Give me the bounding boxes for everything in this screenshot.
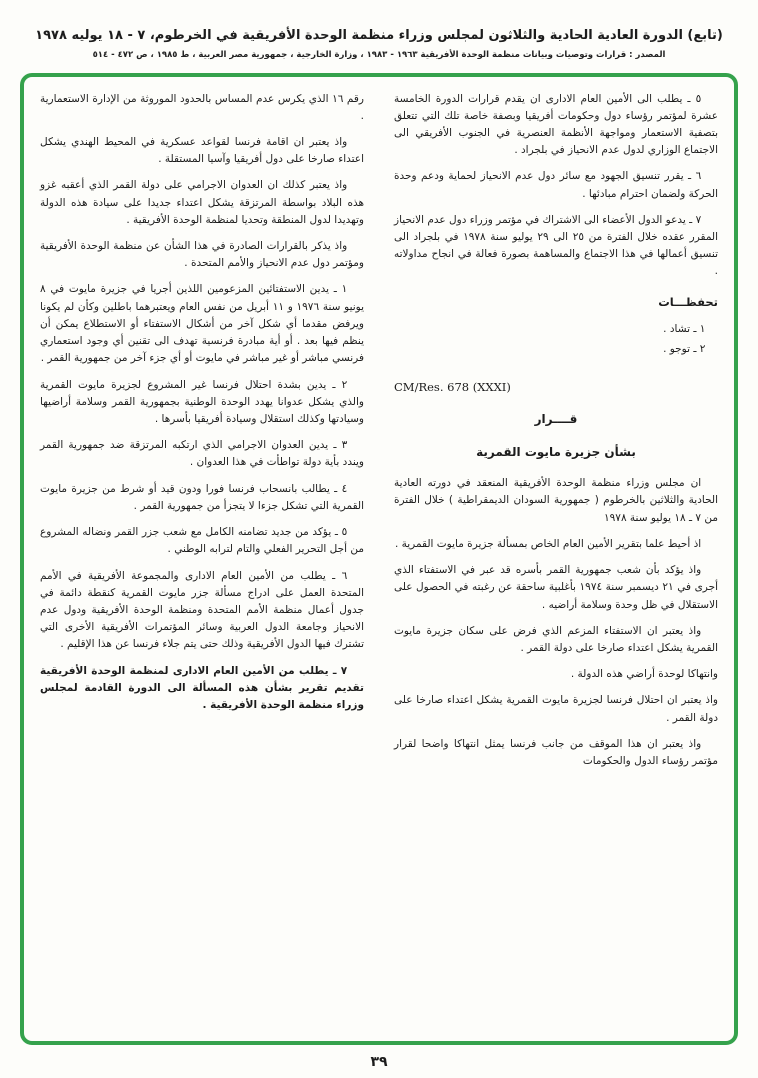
paragraph: ٢ ـ يدين بشدة احتلال فرنسا غير المشروع لجزيرة مايوت القمرية والذي يشكل عدوانا يهدد الوحدة الوطنية بجمهورية القمر وسلامة أراضيها وسيادتها وكذلك استقلال وسيادة أفريقيا بأسرها . <box>40 378 364 425</box>
paragraph: قــــرار <box>534 411 578 426</box>
page-footer <box>20 1045 738 1070</box>
text-columns <box>40 91 718 1034</box>
page-header <box>20 26 738 60</box>
paragraph: واذ يعتبر ان الاستفتاء المزعم الذي فرض على سكان جزيرة مايوت القمرية يشكل اعتداء صارخا على دولة القمر . <box>394 624 718 654</box>
paragraph: ٧ ـ يدعو الدول الأعضاء الى الاشتراك في مؤتمر وزراء دول عدم الانحياز المقرر عقده خلال الفترة من ٢٥ الى ٢٩ يوليو سنة ١٩٧٨ في بلجراد الى تنسيق أعمالها في هذا الاجتماع والمساهمة بصورة فعالة في انجاح مداولاته . <box>394 213 719 278</box>
paragraph: ٦ ـ يطلب من الأمين العام الادارى والمجموعة الأفريقية في الأمم المتحدة العمل على ادراج مسألة جزر مايوت القمرية كنقطة دائمة في جدول أعمال منظمة الأمم المتحدة ومنظمة الوحدة الأفريقية ودول عدم الانحياز وجامعة الدول العربية وسائر المؤتمرات الأفريقية الأخرى التي تشترك فيها الدول الأفريقية وذلك حتى يتم جلاء فرنسا عن هذا الإقليم . <box>40 569 364 651</box>
paragraph: واذ يذكر بالقرارات الصادرة في هذا الشأن عن منظمة الوحدة الأفريقية ومؤتمر دول عدم الانحياز والأمم المتحدة . <box>40 240 364 270</box>
paragraph: ٤ ـ يطالب بانسحاب فرنسا فورا ودون قيد أو شرط من جزيرة مايوت القمرية التي تشكل جزءا لا يتجزأ من جمهورية القمر . <box>40 482 364 512</box>
paragraph: ١ ـ تشاد . <box>663 322 706 335</box>
paragraph: واذ يعتبر ان هذا الموقف من جانب فرنسا يمثل انتهاكا واضحا لقرار مؤتمر رؤساء الدول والحكومات <box>394 737 718 768</box>
paragraph: CM/Res. 678 (XXXI) <box>394 379 511 394</box>
paragraph: ١ ـ يدين الاستفتائين المزعومين اللذين أجريا في جزيرة مايوت في ٨ يونيو سنة ١٩٧٦ و ١١ أبريل من نفس العام ويعتبرهما باطلين وكأن لم يكونا ويرفض مقدما أي شكل آخر من أشكال الاستفتاء أو الاستطلاع يمكن أن ينظم فيها بعد . أو أية مبادرة فرنسية تهدف الى تقنين أي وجود استعماري فرنسي مباشر أو غير مباشر في مايوت أو أي جزء آخر من جمهورية القمر . <box>40 283 365 365</box>
paragraph: رقم ١٦ الذي يكرس عدم المساس بالحدود الموروثة من الإدارة الاستعمارية . <box>40 92 364 122</box>
right-column <box>394 91 718 1034</box>
paragraph: بشأن جزيرة مايوت القمرية <box>476 444 636 459</box>
paragraph: اذ أحيط علما بتقرير الأمين العام الخاص بمسألة جزيرة مايوت القمرية . <box>394 537 702 550</box>
paragraph: ٧ ـ يطلب من الأمين العام الادارى لمنظمة الوحدة الأفريقية تقديم تقرير بشأن هذه المسألة الى الدورة القادمة لمجلس وزراء منظمة الوحدة الأفريقية . <box>40 664 364 712</box>
paragraph: ٦ ـ يقرر تنسيق الجهود مع سائر دول عدم الانحياز لحماية ودعم وحدة الحركة ولضمان احترام مبادئها . <box>394 170 718 200</box>
left-column <box>40 91 364 1034</box>
paragraph: واذ يعتبر ان اقامة فرنسا لقواعد عسكرية في المحيط الهندي يشكل اعتداء صارخا على دول أفريقيا وآسيا المستقلة . <box>40 135 364 166</box>
paragraph: ٢ ـ توجو . <box>663 342 706 355</box>
paragraph: وانتهاكا لوحدة أراضي هذه الدولة . <box>570 668 718 681</box>
paragraph: واذ يؤكد بأن شعب جمهورية القمر بأسره قد عبر في الاستفتاء الذي أجرى في ٢١ ديسمبر سنة ١٩٧٤ بأغلبية ساحقة عن رغبته في الحصول على الاستقلال في ظل وحدة وسلامة أراضيه . <box>394 564 719 611</box>
header-title: (تابع) الدورة العادية الحادية والثلاثون لمجلس وزراء منظمة الوحدة الأفريقية في الخرطوم، ٧ - ١٨ يوليه ١٩٧٨ <box>35 28 723 43</box>
paragraph: واذ يعتبر ان احتلال فرنسا لجزيرة مايوت القمرية يشكل اعتداء صارخا على دولة القمر . <box>394 694 718 724</box>
paragraph: ٣ ـ يدين العدوان الاجرامي الذي ارتكبه المرتزقة ضد جمهورية القمر ويندد بأية دولة تواطأت في هذا العدوان . <box>40 439 364 469</box>
header-source: المصدر : قرارات وتوصيات وبيانات منظمة الوحدة الأفريقية ١٩٦٣ - ١٩٨٣ ، وزارة الخارجية ، جمهورية مصر العربية ، ط ١٩٨٥ ، ص ٤٧٢ - ٥١٤ <box>92 49 666 60</box>
paragraph: تحفظـــات <box>658 294 718 309</box>
content-border-box <box>20 73 738 1046</box>
paragraph: ٥ ـ يطلب الى الأمين العام الادارى ان يقدم قرارات الدورة الخامسة عشرة لمؤتمر رؤساء دول وحكومات أفريقيا وبصفة خاصة تلك التي تتعلق بتصفية الاستعمار ومواجهة الأنظمة العنصرية في الجنوب الأفريقي الى الاجتماع الوزاري لدول عدم الانحياز في بلجراد . <box>394 92 718 157</box>
paragraph: ان مجلس وزراء منظمة الوحدة الأفريقية المنعقد في دورته العادية الحادية والثلاثين بالخرطوم ( جمهورية السودان الديمقراطية ) خلال الفترة من ٧ ـ ١٨ يوليو سنة ١٩٧٨ <box>394 477 718 524</box>
paragraph: واذ يعتبر كذلك ان العدوان الاجرامي على دولة القمر الذي أعقبه غزو هذه البلاد بواسطة المرتزقة يشكل اعتداء جديدا على سيادة هذه الدولة وتهديدا لدول المنطقة وتحديا لمنظمة الوحدة الأفريقية . <box>40 179 364 226</box>
paragraph: ٥ ـ يؤكد من جديد تضامنه الكامل مع شعب جزر القمر ونضاله المشروع من أجل التحرير الفعلي والتام لترابه الوطني . <box>40 526 364 556</box>
page-number: ٣٩ <box>370 1054 388 1070</box>
